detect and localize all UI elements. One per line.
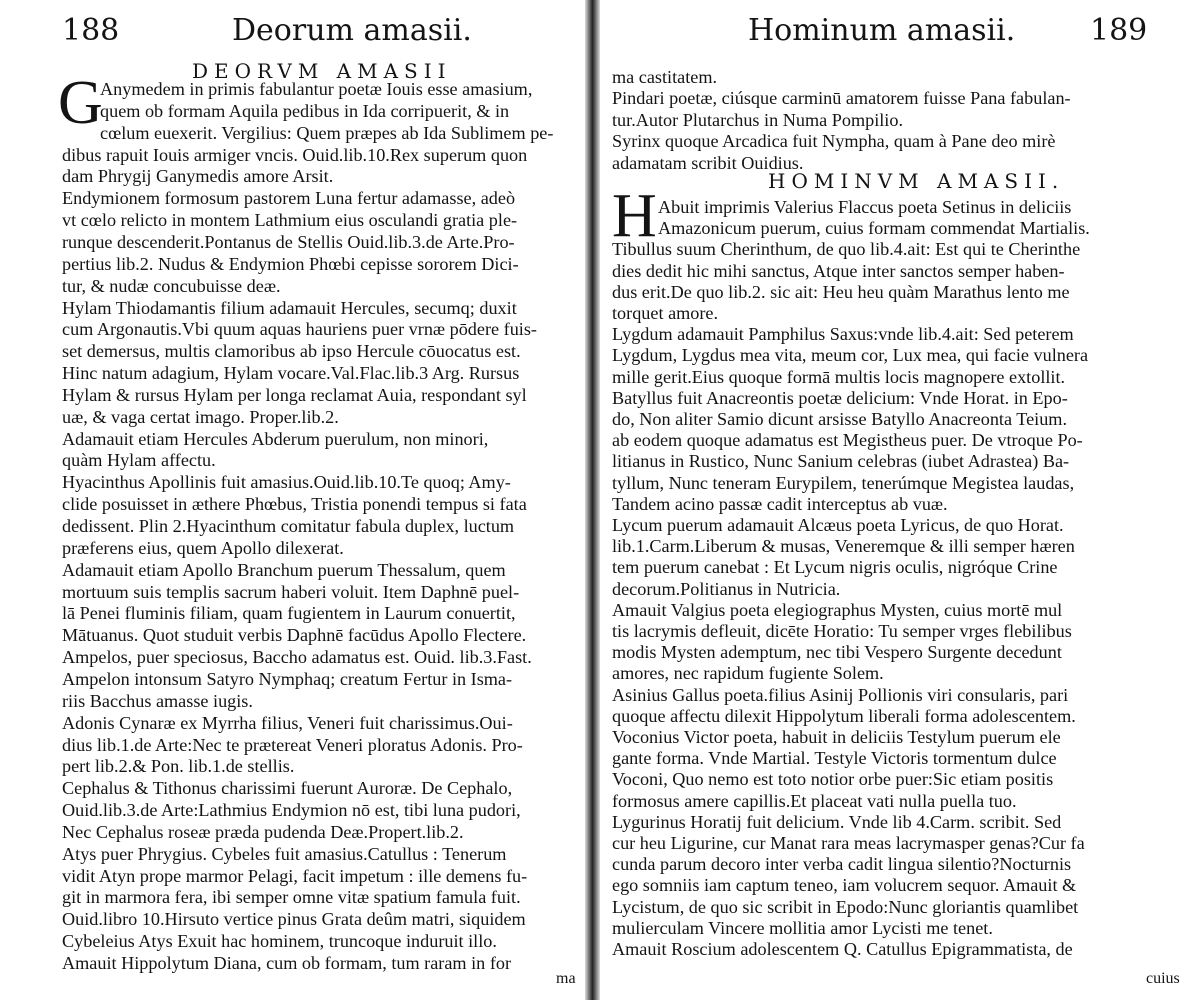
- drop-cap: H: [612, 182, 657, 250]
- text-line: pert lib.2.& Pon. lib.1.de stellis.: [62, 756, 295, 777]
- text-line: Anymedem in primis fabulantur poetæ Iouis esse amasium,: [100, 79, 533, 99]
- text-line: litianus in Rustico, Nunc Sanium celebras (iubet Adrastea) Ba-: [612, 451, 1070, 472]
- text-line: torquet amore.: [612, 303, 719, 323]
- text-line: dus erit.De quo lib.2. sic ait: Heu heu quàm Marathus lento me: [612, 281, 1070, 302]
- text-line: riis Bacchus amasse iugis.: [62, 690, 253, 711]
- text-line: vt cœlo relicto in montem Lathmium eius osculandi gratia ple-: [62, 210, 518, 231]
- text-line: Adonis Cynaræ ex Myrrha filius, Veneri fuit charissimus.Oui-: [62, 712, 513, 733]
- text-line: pertius lib.2. Nudus & Endymion Phœbi cepisse sororem Dici-: [62, 253, 519, 274]
- text-line: Amauit Hippolytum Diana, cum ob formam, tum raram in for: [62, 953, 512, 973]
- text-line: Hylam Thiodamantis filium adamauit Hercules, secumq; duxit: [62, 297, 517, 318]
- text-line: dibus rapuit Iouis armiger vncis. Ouid.lib.10.Rex superum quon: [62, 144, 528, 165]
- page-number: 188: [62, 13, 120, 48]
- text-line: Lygdum adamauit Pamphilus Saxus:vnde lib.4.ait: Sed peterem: [612, 324, 1074, 345]
- section-title: DEORVM AMASII: [192, 59, 452, 83]
- book-gutter: [585, 0, 600, 1000]
- page-number: 189: [1090, 13, 1148, 48]
- catchword: ma: [556, 970, 576, 987]
- text-line: dius lib.1.de Arte:Nec te prætereat Veneri ploratus Adonis. Pro-: [62, 734, 523, 755]
- text-line: tur, & nudæ concubuisse deæ.: [62, 275, 281, 296]
- text-line: dies dedit hic mihi sanctus, Atque inter sanctos semper haben-: [612, 260, 1065, 281]
- text-line: Tibullus suum Cherinthum, de quo lib.4.ait: Est qui te Cherinthe: [612, 239, 1081, 260]
- text-line: quoque affectu dilexit Hippolytum liberali forma adolescentem.: [612, 705, 1076, 726]
- text-line: tur.Autor Plutarchus in Numa Pompilio.: [612, 109, 903, 130]
- text-line: Amazonicum puerum, cuius formam commendat Martialis.: [658, 218, 1090, 239]
- text-line: vidit Atyn prope marmor Pelagi, facit impetum : ille demens fu-: [62, 865, 528, 886]
- text-line: Adamauit etiam Hercules Abderum puerulum, non minori,: [62, 428, 489, 449]
- text-line: mille gerit.Eius quoque formā multis locis magnopere extollit.: [612, 366, 1066, 387]
- text-line: dedissent. Plin 2.Hyacinthum comitatur fabula duplex, luctum: [62, 516, 515, 536]
- left-page: [0, 0, 585, 1000]
- text-line: tem puerum canebat : Et Lycum nigris oculis, nigróque Crine: [612, 557, 1058, 578]
- text-line: Lycistum, de quo sic scribit in Epodo:Nunc gloriantis quamlibet: [612, 896, 1079, 917]
- running-head: Hominum amasii.: [748, 13, 1016, 48]
- text-line: tis lacrymis defleuit, dicēte Horatio: Tu semper vrges flebilibus: [612, 621, 1072, 641]
- text-line: Atys puer Phrygius. Cybeles fuit amasius.Catullus : Tenerum: [62, 843, 507, 864]
- text-line: quem ob formam Aquila pedibus in Ida corripuerit, & in: [100, 100, 510, 121]
- text-line: Mātuanus. Quot studuit verbis Daphnē facūdus Apollo Flectere.: [62, 625, 527, 646]
- text-line: Cephalus & Tithonus charissimi fuerunt Auroræ. De Cephalo,: [62, 778, 513, 799]
- text-line: set demersus, multis clamoribus ab ipso Hercule cōuocatus est.: [62, 341, 521, 362]
- text-line: cum Argonautis.Vbi quum aquas hauriens puer vrnæ pōdere fuis-: [62, 319, 537, 340]
- text-line: Pindari poetæ, ciúsque carminū amatorem fuisse Pana fabulan-: [612, 88, 1071, 109]
- text-line: Adamauit etiam Apollo Branchum puerum Thessalum, quem: [62, 559, 506, 580]
- text-line: dam Phrygij Ganymedis amore Arsit.: [62, 166, 334, 187]
- text-line: Amauit Roscium adolescentem Q. Catullus Epigrammatista, de: [612, 939, 1073, 959]
- text-line: Tandem acino passæ cadit interceptus ab vuæ.: [612, 493, 948, 514]
- drop-cap: G: [58, 69, 103, 137]
- text-line: git in marmora fera, ibi semper omne vitæ spatium famula fuit.: [62, 887, 521, 908]
- text-line: mulierculam Vincere mollitia amor Lycisti me tenet.: [612, 917, 993, 938]
- text-line: Nec Cephalus roseæ præda pudenda Deæ.Propert.lib.2.: [62, 821, 464, 842]
- text-line: Voconius Victor poeta, habuit in deliciis Testylum puerum ele: [612, 727, 1061, 747]
- text-line: runque descenderit.Pontanus de Stellis Ouid.lib.3.de Arte.Pro-: [62, 231, 515, 252]
- text-line: Ouid.lib.3.de Arte:Lathmius Endymion nō est, tibi luna pudori,: [62, 800, 521, 821]
- text-line: Hyacinthus Apollinis fuit amasius.Ouid.lib.10.Te quoq; Amy-: [62, 472, 511, 493]
- text-line: Amauit Valgius poeta elegiographus Mysten, cuius mortē mul: [612, 599, 1063, 620]
- text-line: lib.1.Carm.Liberum & musas, Veneremque & illi semper hæren: [612, 536, 1075, 557]
- text-line: Voconi, Quo nemo est toto notior orbe puer:Sic etiam positis: [612, 769, 1054, 790]
- text-line: ab eodem quoque adamatus est Megistheus puer. De vtroque Po-: [612, 430, 1083, 451]
- text-line: adamatam scribit Ouidius.: [612, 152, 804, 173]
- text-line: lā Penei fluminis filiam, quam fugientem in Laurum conuertit,: [62, 603, 516, 624]
- text-line: decorum.Politianus in Nutricia.: [612, 578, 841, 599]
- text-line: Hylam & rursus Hylam per longa reclamat Auia, respondant syl: [62, 384, 527, 405]
- text-line: Asinius Gallus poeta.filius Asinij Pollionis viri consularis, pari: [612, 684, 1069, 705]
- text-line: gante forma. Vnde Martial. Testyle Victoris tormentum dulce: [612, 748, 1057, 769]
- text-line: Endymionem formosum pastorem Luna fertur adamasse, adeò: [62, 188, 516, 209]
- right-page: [600, 0, 1191, 1000]
- text-line: Cybeleius Atys Exuit hac hominem, truncoque induruit illo.: [62, 931, 497, 952]
- catchword: cuius: [1146, 970, 1180, 987]
- text-line: cœlum euexerit. Vergilius: Quem præpes ab Ida Sublimem pe-: [100, 122, 554, 143]
- text-line: uæ, & vaga certat imago. Proper.lib.2.: [62, 406, 339, 427]
- text-line: Ouid.libro 10.Hirsuto vertice pinus Grata deûm matri, siquidem: [62, 909, 526, 930]
- text-line: Lycum puerum adamauit Alcæus poeta Lyricus, de quo Horat.: [612, 515, 1064, 535]
- section-title: HOMINVM AMASII.: [768, 169, 1065, 193]
- text-line: Syrinx quoque Arcadica fuit Nympha, quam à Pane deo mirè: [612, 131, 1056, 152]
- text-line: Hinc natum adagium, Hylam vocare.Val.Flac.lib.3 Arg. Rursus: [62, 363, 520, 384]
- text-line: Batyllus fuit Anacreontis poetæ delicium: Vnde Horat. in Epo-: [612, 387, 1068, 408]
- text-line: Lygdum, Lygdus mea vita, meum cor, Lux mea, qui facie vulnera: [612, 345, 1089, 366]
- text-line: Lygurinus Horatij fuit delicium. Vnde lib 4.Carm. scribit. Sed: [612, 811, 1062, 832]
- text-line: tyllum, Nunc teneram Eurypilem, tenerúmque Megistea laudas,: [612, 472, 1075, 493]
- text-line: cur heu Ligurine, cur Manat rara meas lacrymasper genas?Cur fa: [612, 833, 1085, 853]
- text-line: præferens eius, quem Apollo dilexerat.: [62, 537, 344, 558]
- text-line: clide posuisset in æthere Phœbus, Tristia ponendi tempus si fata: [62, 494, 527, 515]
- text-line: ego somniis iam captum teneo, iam volucrem sequor. Amauit &: [612, 875, 1077, 896]
- text-line: quàm Hylam affectu.: [62, 450, 216, 471]
- running-head: Deorum amasii.: [232, 13, 472, 48]
- text-line: Abuit imprimis Valerius Flaccus poeta Setinus in deliciis: [658, 197, 1072, 217]
- text-line: amores, nec rapidum fugiente Solem.: [612, 663, 884, 684]
- text-line: ma castitatem.: [612, 67, 718, 87]
- text-line: modis Mysten ademptum, nec tibi Vespero Surgente decedunt: [612, 642, 1062, 663]
- text-line: do, Non aliter Samio dicunt arsisse Batyllo Anacreonta Teium.: [612, 409, 1068, 429]
- text-line: mortuum suis templis sacrum haberi voluit. Item Daphnē puel-: [62, 581, 520, 602]
- text-line: formosus amere capillis.Et placeat vati nulla puella tuo.: [612, 790, 1017, 811]
- text-line: cunda parum decoro inter verba cadit lingua silentio?Nocturnis: [612, 854, 1072, 875]
- text-line: Ampelos, puer speciosus, Baccho adamatus est. Ouid. lib.3.Fast.: [62, 647, 532, 668]
- text-line: Ampelon intonsum Satyro Nymphaq; creatum Fertur in Isma-: [62, 668, 513, 689]
